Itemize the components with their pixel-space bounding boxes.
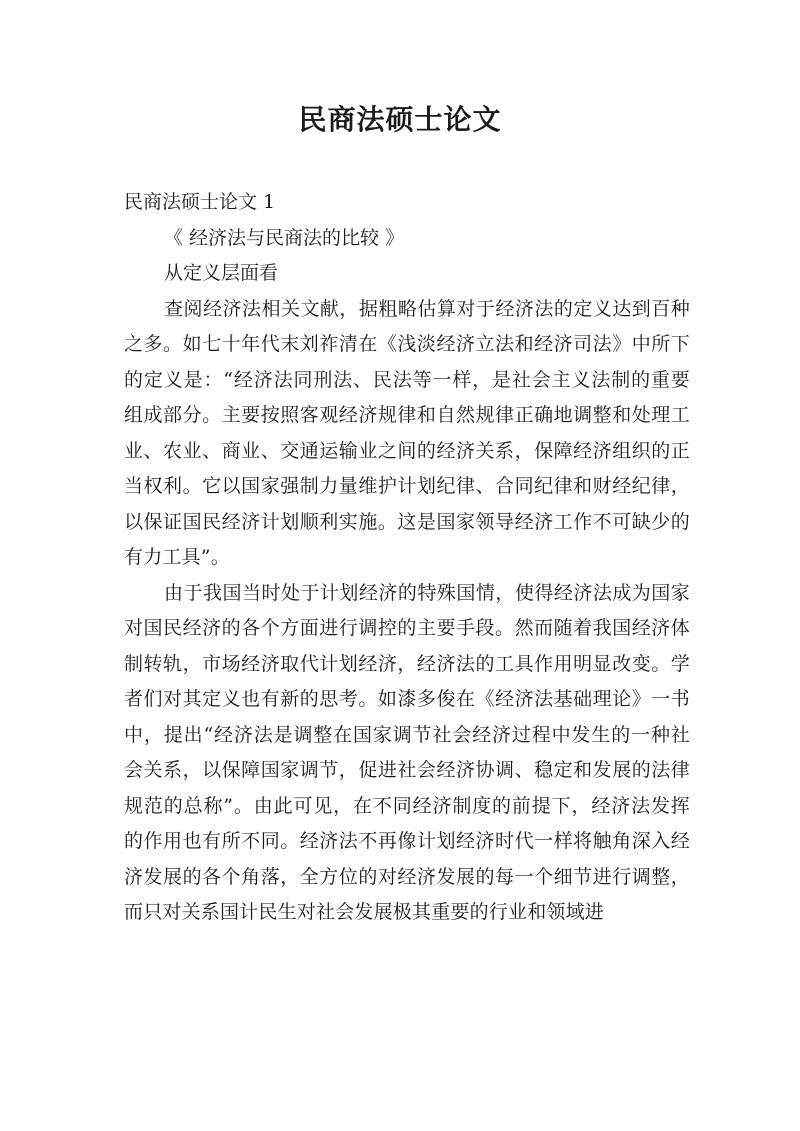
- document-title: 民商法硕士论文: [298, 103, 502, 136]
- document-body: [124, 185, 690, 931]
- paragraph-1: 查阅经济法相关文献，据粗略估算对于经济法的定义达到百种之多。如七十年代末刘祚清在《浅淡经济立法和经济司法》中所下的定义是：“经济法同刑法、民法等一样，是社会主义法制的重要组成部分。主要按照客观经济规律和自然规律正确地调整和处理工业、农业、商业、交通运输业之间的经济关系，保障经济组织的正当权利。它以国家强制力量维护计划纪律、合同纪律和财经纪律，以保证国民经济计划顺利实施。这是国家领导经济工作不可缺少的有力工具”。: [124, 297, 690, 568]
- section-heading: 民商法硕士论文 1: [124, 191, 276, 213]
- subsection-heading: 从定义层面看: [164, 262, 279, 284]
- article-subtitle: 《 经济法与民商法的比较 》: [164, 226, 405, 249]
- paragraph-2: 由于我国当时处于计划经济的特殊国情，使得经济法成为国家对国民经济的各个方面进行调控的主要手段。然而随着我国经济体制转轨，市场经济取代计划经济，经济法的工具作用明显改变。学者们对其定义也有新的思考。如漆多俊在《经济法基础理论》一书中，提出“经济法是调整在国家调节社会经济过程中发生的一种社会关系，以保障国家调节，促进社会经济协调、稳定和发展的法律规范的总称”。由此可见，在不同经济制度的前提下，经济法发挥的作用也有所不同。经济法不再像计划经济时代一样将触角深入经济发展的各个角落，全方位的对经济发展的每一个细节进行调整，而只对关系国计民生对社会发展极其重要的行业和领域进: [124, 581, 690, 923]
